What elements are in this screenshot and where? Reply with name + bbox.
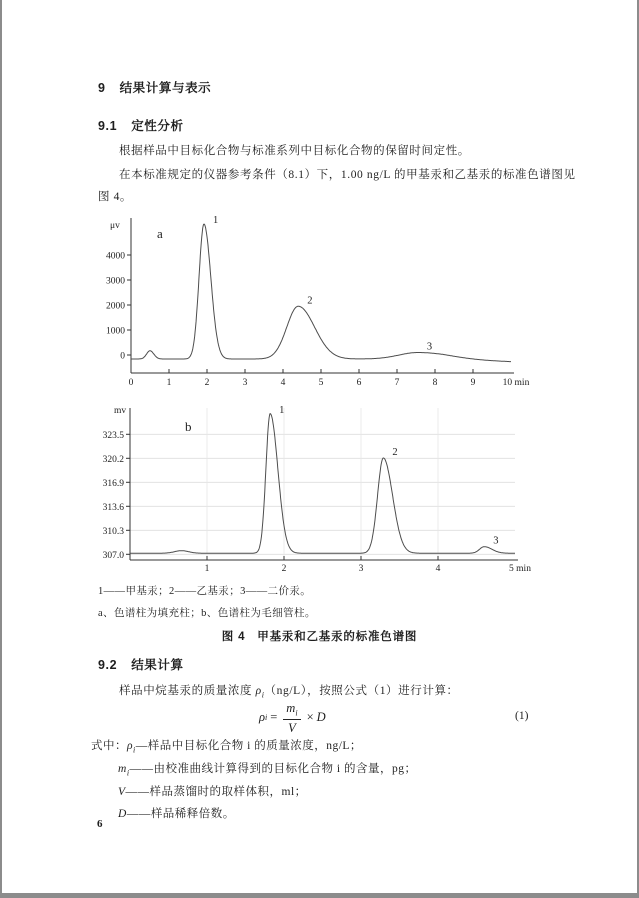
paragraph-retention-time: 根据样品中目标化合物与标准系列中目标化合物的保留时间定性。 bbox=[119, 145, 470, 157]
paragraph-conditions-line2: 图 4。 bbox=[98, 191, 133, 203]
section-9-heading bbox=[98, 78, 211, 96]
section-9-2-number: 9.2 bbox=[98, 658, 118, 672]
formula-fraction bbox=[283, 701, 300, 735]
note-rho-text: —样品中目标化合物 i 的质量浓度，ng/L； bbox=[135, 740, 362, 752]
y-tick-label: 323.5 bbox=[102, 430, 124, 441]
y-axis-unit-label: mv bbox=[114, 406, 127, 416]
dilution-factor-symbol: D bbox=[316, 710, 326, 725]
paragraph-calculation-intro bbox=[119, 682, 459, 699]
x-tick-label: 9 bbox=[470, 378, 476, 388]
y-tick-label: 4000 bbox=[106, 251, 125, 262]
multiply-sign: × bbox=[306, 710, 314, 725]
figure-caption bbox=[2, 628, 637, 644]
x-tick-label: 0 bbox=[128, 378, 134, 388]
calc-intro-pre: 样品中烷基汞的质量浓度 bbox=[119, 685, 256, 697]
equals-sign: = bbox=[270, 710, 278, 725]
x-tick-label: 8 bbox=[432, 378, 438, 388]
formula-lhs-subscript: i bbox=[265, 712, 268, 722]
note-d-symbol: D bbox=[118, 808, 127, 820]
calc-intro-post: （ng/L），按照公式（1）进行计算： bbox=[264, 685, 459, 697]
x-tick-label: 3 bbox=[358, 564, 364, 574]
note-d-text: ——样品稀释倍数。 bbox=[126, 808, 235, 820]
x-tick-label: 1 bbox=[204, 564, 210, 574]
y-tick-label: 320.2 bbox=[102, 454, 124, 465]
x-tick-label: 7 bbox=[394, 378, 400, 388]
numerator-subscript: i bbox=[295, 708, 298, 718]
section-9-number: 9 bbox=[98, 81, 106, 95]
formula-1 bbox=[259, 701, 326, 735]
figure-legend-columns: a、色谱柱为填充柱；b、色谱柱为毛细管柱。 bbox=[98, 608, 316, 619]
note-rho-symbol: ρ bbox=[127, 740, 134, 752]
fraction-denominator: V bbox=[288, 720, 296, 735]
peak-number-label: 2 bbox=[392, 446, 398, 458]
page-number: 6 bbox=[97, 818, 103, 830]
note-prefix: 式中： bbox=[91, 740, 127, 752]
note-m-subscript: i bbox=[126, 768, 130, 778]
chromatogram-a bbox=[102, 215, 562, 400]
numerator-symbol: m bbox=[286, 701, 296, 715]
rho-symbol: ρ bbox=[255, 685, 262, 697]
x-tick-label: 4 bbox=[280, 378, 286, 388]
y-tick-label: 307.0 bbox=[102, 550, 124, 561]
section-9-2-title: 结果计算 bbox=[131, 658, 184, 672]
figure-legend-peaks: 1——甲基汞；2——乙基汞；3——二价汞。 bbox=[98, 586, 312, 597]
y-tick-label: 316.9 bbox=[102, 478, 124, 489]
fraction-numerator bbox=[283, 701, 300, 720]
y-tick-label: 313.6 bbox=[102, 502, 124, 513]
x-tick-label: 4 bbox=[435, 564, 441, 574]
note-line-m bbox=[118, 760, 417, 777]
rho-subscript: i bbox=[261, 690, 265, 700]
note-v-symbol: V bbox=[118, 786, 126, 798]
note-line-rho bbox=[91, 737, 362, 754]
note-line-v bbox=[118, 783, 307, 800]
peak-number-label: 3 bbox=[493, 535, 499, 547]
x-tick-label: 2 bbox=[281, 564, 287, 574]
peak-number-label: 3 bbox=[426, 341, 433, 353]
panel-label: a bbox=[157, 226, 163, 241]
section-9-1-title: 定性分析 bbox=[131, 119, 184, 133]
note-line-d bbox=[118, 805, 235, 822]
section-9-1-heading bbox=[98, 116, 184, 134]
peak-number-label: 1 bbox=[212, 215, 219, 226]
paragraph-conditions-line1: 在本标准规定的仪器参考条件（8.1）下，1.00 ng/L 的甲基汞和乙基汞的标准色谱图见 bbox=[119, 169, 576, 181]
note-rho-subscript: i bbox=[133, 745, 136, 755]
section-9-1-number: 9.1 bbox=[98, 119, 118, 133]
y-tick-label: 1000 bbox=[106, 326, 125, 337]
y-tick-label: 2000 bbox=[106, 301, 125, 312]
x-axis-end-label: 5 min bbox=[509, 564, 531, 574]
figure-caption-number: 图 4 bbox=[221, 631, 246, 643]
x-axis-end-label: 10 min bbox=[502, 378, 530, 388]
x-tick-label: 6 bbox=[356, 378, 362, 388]
equation-number: (1) bbox=[515, 710, 529, 722]
note-v-text: ——样品蒸馏时的取样体积，ml； bbox=[125, 786, 307, 798]
y-tick-label: 310.3 bbox=[102, 526, 124, 537]
x-tick-label: 2 bbox=[204, 378, 210, 388]
section-9-2-heading bbox=[98, 655, 184, 673]
formula-lhs-symbol: ρ bbox=[259, 710, 265, 725]
chromatogram-curve bbox=[131, 224, 511, 362]
note-m-symbol: m bbox=[118, 763, 127, 775]
y-tick-label: 3000 bbox=[106, 276, 125, 287]
x-tick-label: 3 bbox=[242, 378, 248, 388]
peak-number-label: 2 bbox=[307, 295, 313, 307]
x-tick-label: 1 bbox=[166, 378, 172, 388]
note-m-text: ——由校准曲线计算得到的目标化合物 i 的含量，pg； bbox=[129, 763, 417, 775]
figure-caption-title: 甲基汞和乙基汞的标准色谱图 bbox=[257, 631, 418, 643]
peak-number-label: 1 bbox=[279, 405, 285, 416]
x-tick-label: 5 bbox=[318, 378, 324, 388]
section-9-title: 结果计算与表示 bbox=[119, 81, 212, 95]
y-axis-unit-label: μv bbox=[110, 221, 120, 231]
y-tick-label: 0 bbox=[120, 351, 125, 362]
panel-label: b bbox=[185, 419, 192, 434]
chromatogram-b bbox=[102, 400, 562, 582]
